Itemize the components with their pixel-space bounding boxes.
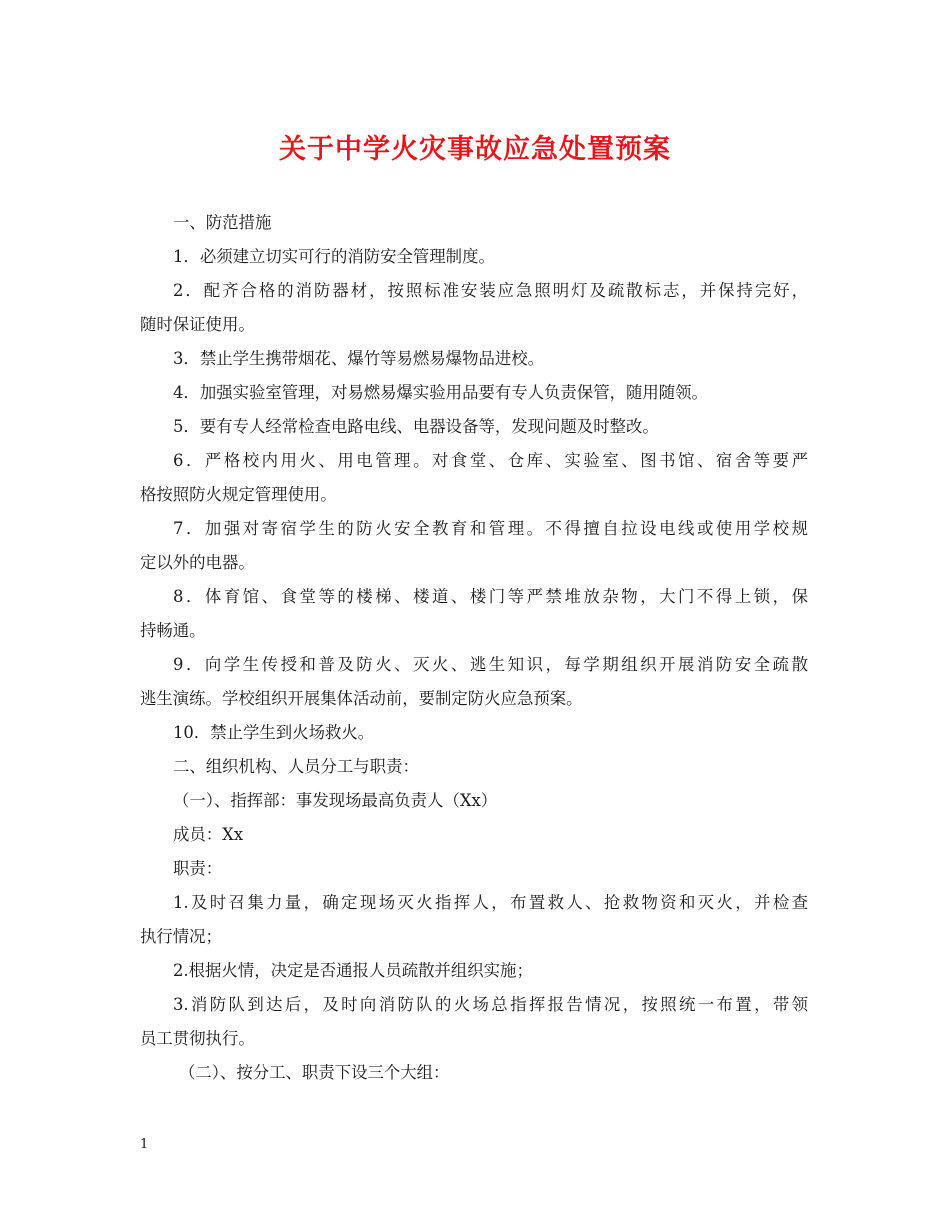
paragraph-line: 职责： — [173, 859, 223, 878]
paragraph-line: 逃生演练。学校组织开展集体活动前，要制定防火应急预案。 — [140, 689, 583, 708]
paragraph-line: 定以外的电器。 — [140, 553, 255, 572]
paragraph-line: 格按照防火规定管理使用。 — [140, 485, 337, 504]
paragraph-line: 执行情况； — [140, 927, 222, 946]
paragraph-line: 1．必须建立切实可行的消防安全管理制度。 — [173, 247, 495, 266]
paragraph-line: 3．禁止学生携带烟花、爆竹等易燃易爆物品进校。 — [173, 349, 545, 368]
paragraph-line: 4．加强实验室管理，对易燃易爆实验用品要有专人负责保管，随用随领。 — [173, 383, 708, 402]
paragraph-line: （二）、按分工、职责下设三个大组： — [179, 1063, 450, 1082]
paragraph-line: 成员：Xx — [173, 825, 244, 844]
paragraph-line: 随时保证使用。 — [140, 315, 255, 334]
paragraph-line: 持畅通。 — [140, 621, 206, 640]
paragraph-line: 1.及时召集力量，确定现场灭火指挥人，布置救人、抢救物资和灭火，并检查 — [173, 893, 808, 912]
document-title: 关于中学火灾事故应急处置预案 — [279, 134, 671, 165]
paragraph-line: 2.根据火情，决定是否通报人员疏散并组织实施； — [173, 961, 533, 980]
paragraph-line: 9．向学生传授和普及防火、灭火、逃生知识，每学期组织开展消防安全疏散 — [173, 655, 808, 674]
paragraph-line: 6．严格校内用火、用电管理。对食堂、仓库、实验室、图书馆、宿舍等要严 — [173, 451, 808, 470]
paragraph-line: 一、防范措施 — [173, 213, 272, 232]
paragraph-line: 8．体育馆、食堂等的楼梯、楼道、楼门等严禁堆放杂物，大门不得上锁，保 — [173, 587, 808, 606]
paragraph-line: 5．要有专人经常检查电路电线、电器设备等，发现问题及时整改。 — [173, 417, 659, 436]
page-number: 1 — [140, 1137, 149, 1152]
paragraph-line: （一）、指挥部：事发现场最高负责人（Xx） — [173, 791, 498, 810]
paragraph-line: 3.消防队到达后，及时向消防队的火场总指挥报告情况，按照统一布置，带领 — [173, 995, 808, 1014]
paragraph-line: 10．禁止学生到火场救火。 — [173, 723, 375, 742]
paragraph-line: 二、组织机构、人员分工与职责： — [173, 757, 419, 776]
paragraph-line: 员工贯彻执行。 — [140, 1029, 255, 1048]
paragraph-line: 7．加强对寄宿学生的防火安全教育和管理。不得擅自拉设电线或使用学校规 — [173, 519, 808, 538]
paragraph-line: 2．配齐合格的消防器材，按照标准安装应急照明灯及疏散标志，并保持完好， — [173, 281, 808, 300]
document-body — [140, 206, 808, 1090]
